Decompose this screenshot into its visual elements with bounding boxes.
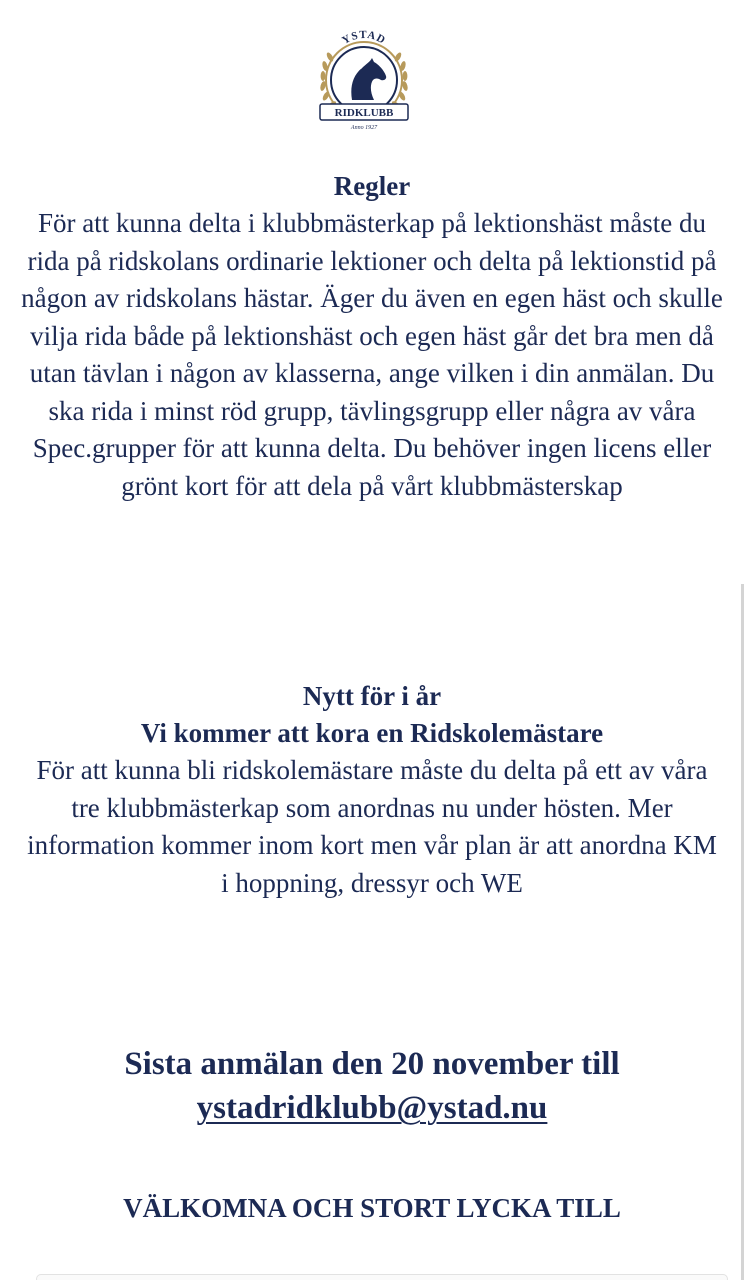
welcome-message: VÄLKOMNA OCH STORT LYCKA TILL [123, 1193, 621, 1223]
email-link[interactable]: ystadridklubb@ystad.nu [196, 1090, 548, 1126]
svg-text:YSTAD [340, 29, 388, 47]
deadline-text: Sista anmälan den 20 november till [124, 1046, 620, 1082]
news-heading: Nytt för i år [302, 681, 442, 711]
bottom-toolbar-edge [36, 1274, 728, 1280]
horse-logo-icon [312, 26, 416, 134]
rules-section [20, 168, 724, 505]
logo-tagline-text: Anno 1927 [350, 125, 378, 131]
logo-name-text: RIDKLUBB [334, 107, 394, 119]
news-section [20, 678, 724, 902]
deadline-notice [20, 1042, 724, 1130]
rules-body: För att kunna delta i klubbmästerkap på lektionshäst måste du rida på ridskolans ordinarie lektioner och delta på lektionstid på någon av ridskolans hästar. Äger du även en egen häst och skulle vilja rida både på lektionshäst och egen häst går det bra men då utan tävlan i någon av klasserna, ange vilken i din anmälan. Du ska rida i minst röd grupp, tävlingsgrupp eller några av våra Spec.grupper för att kunna delta. Du behöver ingen licens eller grönt kort för att dela på vårt klubbmästerskap [21, 208, 723, 501]
news-subheading: Vi kommer att kora en Ridskolemästare [140, 718, 604, 748]
rules-heading: Regler [333, 171, 411, 201]
club-logo [312, 26, 416, 134]
news-body: För att kunna bli ridskolemästare måste du delta på ett av våra tre klubbmästerkap som anordnas nu under hösten. Mer information kommer inom kort men vår plan är att anordna KM i hoppning, dressyr och WE [27, 755, 717, 898]
logo-top-text: YSTAD [340, 28, 388, 47]
